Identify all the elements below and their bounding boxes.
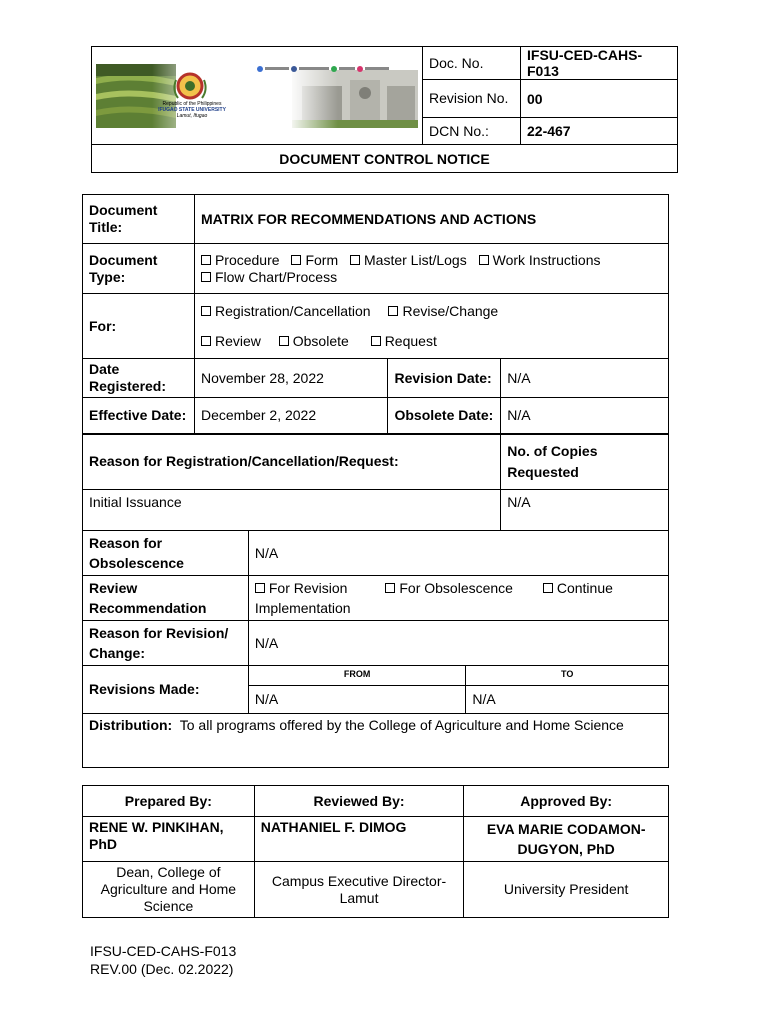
revisions-made-label: Revisions Made:	[83, 666, 249, 714]
reason-obsolescence-label: Reason for Obsolescence	[83, 531, 249, 576]
option-label: Flow Chart/Process	[214, 268, 338, 285]
approved-by-name: EVA MARIE CODAMON-DUGYON, PhD	[464, 817, 669, 862]
prepared-by-position: Dean, College of Agriculture and Home Science	[83, 862, 255, 918]
document-type-label: Document Type:	[83, 244, 195, 294]
option-label: Master List/Logs	[364, 251, 467, 268]
option-label: Form	[305, 251, 339, 268]
obsolete-date-label: Obsolete Date:	[388, 398, 501, 434]
review-recommendation-options	[248, 576, 668, 621]
checkbox-icon	[291, 255, 301, 265]
date-registered-label: Date Registered:	[83, 359, 195, 398]
option-obsolete[interactable]	[279, 333, 349, 349]
reason-obsolescence-value: N/A	[248, 531, 668, 576]
option-label: Request	[384, 333, 437, 349]
prepared-by-name: RENE W. PINKIHAN, PhD	[83, 817, 255, 862]
option-request[interactable]	[371, 333, 437, 349]
reason-registration-value: Initial Issuance	[83, 490, 501, 531]
checkbox-icon	[201, 272, 211, 282]
doc-no-label: Doc. No.	[423, 47, 521, 80]
form-title: DOCUMENT CONTROL NOTICE	[92, 145, 678, 173]
revision-no-label: Revision No.	[423, 80, 521, 118]
option-label: Review	[214, 333, 261, 349]
republic-text: Republic of the Philippines	[162, 100, 222, 107]
revision-date-label: Revision Date:	[388, 359, 501, 398]
option-registration[interactable]	[201, 303, 371, 319]
checkbox-icon	[388, 306, 398, 316]
option-label: For Revision	[268, 580, 348, 596]
option-label: For Obsolescence	[399, 580, 513, 596]
option-master-list[interactable]	[350, 252, 467, 268]
footer-revision: REV.00 (Dec. 02.2022)	[90, 961, 234, 977]
effective-date-value: December 2, 2022	[194, 398, 388, 434]
distribution-label: Distribution:	[89, 717, 173, 733]
option-label: Continue	[556, 580, 613, 596]
revisions-from-value: N/A	[248, 686, 465, 714]
for-options	[194, 294, 668, 359]
dcn-no-label: DCN No.:	[423, 118, 521, 145]
document-footer	[90, 942, 236, 978]
checkbox-icon	[385, 583, 395, 593]
footer-code: IFSU-CED-CAHS-F013	[90, 943, 237, 959]
option-for-revision[interactable]	[255, 580, 348, 596]
review-recommendation-label: Review Recommendation	[83, 576, 249, 621]
option-continue-tail: Implementation	[254, 600, 351, 616]
option-flow-chart[interactable]	[201, 269, 337, 285]
distribution-cell	[83, 714, 669, 768]
copies-requested-label: No. of Copies Requested	[501, 434, 669, 490]
option-label: Obsolete	[292, 333, 349, 349]
checkbox-icon	[201, 306, 211, 316]
signatories-table	[82, 785, 669, 918]
checkbox-icon	[350, 255, 360, 265]
banner-graphic	[92, 60, 422, 132]
revisions-from-header: FROM	[248, 666, 465, 686]
document-header	[91, 46, 678, 173]
option-form[interactable]	[291, 252, 338, 268]
revisions-to-value: N/A	[466, 686, 669, 714]
checkbox-icon	[543, 583, 553, 593]
checkbox-icon	[279, 336, 289, 346]
doc-no-value: IFSU-CED-CAHS-F013	[521, 47, 678, 80]
option-revise[interactable]	[388, 303, 498, 319]
reason-revision-label: Reason for Revision/ Change:	[83, 621, 249, 666]
document-type-options	[194, 244, 668, 294]
prepared-by-label: Prepared By:	[83, 786, 255, 817]
reviewed-by-label: Reviewed By:	[254, 786, 464, 817]
effective-date-label: Effective Date:	[83, 398, 195, 434]
option-procedure[interactable]	[201, 252, 280, 268]
document-title-value: MATRIX FOR RECOMMENDATIONS AND ACTIONS	[194, 195, 668, 244]
obsolete-date-value: N/A	[501, 398, 669, 434]
checkbox-icon	[201, 255, 211, 265]
revision-no-value: 00	[521, 80, 678, 118]
distribution-value: To all programs offered by the College of Agriculture and Home Science	[179, 717, 624, 733]
control-notice-form	[82, 194, 669, 768]
reviewed-by-name: NATHANIEL F. DIMOG	[254, 817, 464, 862]
option-review[interactable]	[201, 333, 261, 349]
approved-by-label: Approved By:	[464, 786, 669, 817]
banner-caption	[152, 101, 232, 119]
for-label: For:	[83, 294, 195, 359]
checkbox-icon	[201, 336, 211, 346]
option-label: Procedure	[214, 251, 280, 268]
reviewed-by-position: Campus Executive Director-Lamut	[254, 862, 464, 918]
copies-requested-value: N/A	[501, 490, 669, 531]
university-banner	[92, 47, 423, 145]
option-label: Registration/Cancellation	[214, 303, 371, 319]
reason-revision-value: N/A	[248, 621, 668, 666]
university-name: IFUGAO STATE UNIVERSITY	[158, 106, 226, 113]
checkbox-icon	[255, 583, 265, 593]
revision-date-value: N/A	[501, 359, 669, 398]
option-label: Revise/Change	[402, 303, 499, 319]
reason-registration-label: Reason for Registration/Cancellation/Request:	[83, 434, 501, 490]
revisions-to-header: TO	[466, 666, 669, 686]
option-label: Work Instructions	[492, 251, 601, 268]
date-registered-value: November 28, 2022	[194, 359, 388, 398]
option-work-instructions[interactable]	[479, 252, 601, 268]
option-for-obsolescence[interactable]	[385, 580, 513, 596]
option-continue[interactable]	[543, 580, 613, 596]
banner-image	[92, 60, 422, 132]
approved-by-position: University President	[464, 862, 669, 918]
document-title-label: Document Title:	[83, 195, 195, 244]
checkbox-icon	[371, 336, 381, 346]
checkbox-icon	[479, 255, 489, 265]
dcn-no-value: 22-467	[521, 118, 678, 145]
campus-name: Lamut, Ifugao	[176, 112, 208, 119]
